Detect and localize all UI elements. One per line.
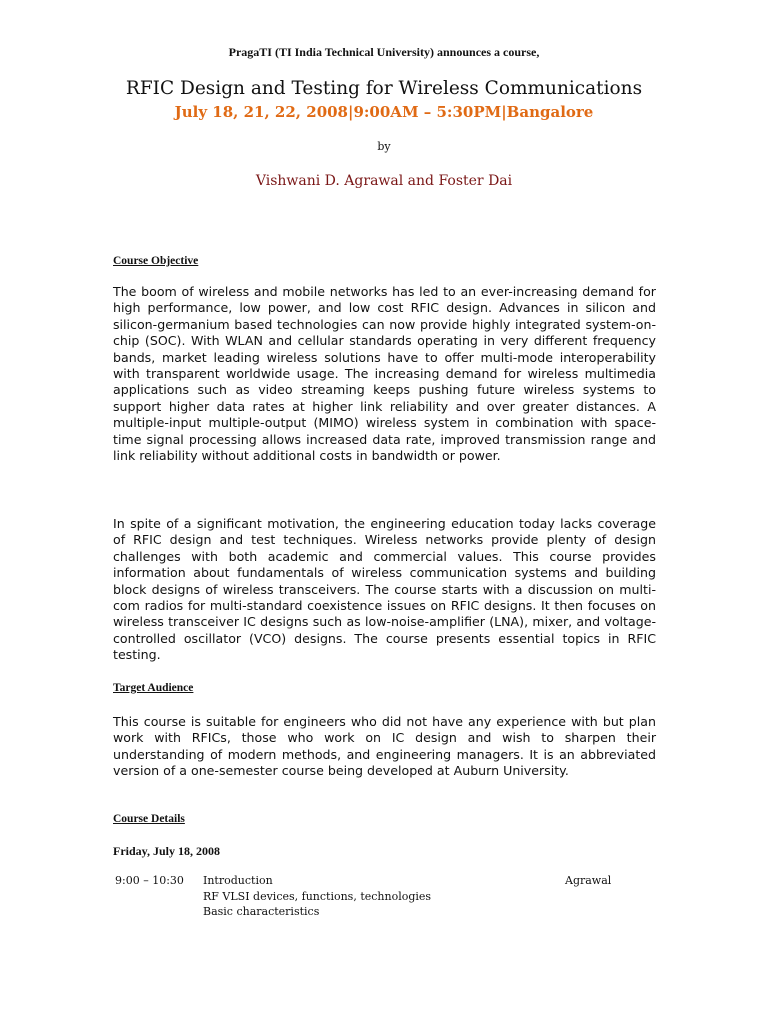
audience-paragraph: This course is suitable for engineers who did not have any experience with but plan work with RFICs, those who work on IC design and wish to sharpen their understanding of modern methods, and engineering managers. It is an abbreviated version of a one-semester course being developed at Auburn University. xyxy=(113,714,656,779)
session-topics xyxy=(203,873,431,920)
authors: Vishwani D. Agrawal and Foster Dai xyxy=(255,173,513,189)
target-audience-heading: Target Audience xyxy=(113,682,194,694)
objective-paragraph-1: The boom of wireless and mobile networks has led to an ever-increasing demand for high performance, low power, and low cost RFIC design. Advances in silicon and silicon-germanium based technologies can now provide highly integrated system-on-chip (SOC). With WLAN and cellular standards operating in very different frequency bands, market leading wireless solutions have to offer multi-mode interoperability with transparent worldwide usage. The increasing demand for wireless multimedia applications such as video streaming keeps pushing future wireless systems to support higher data rates at higher link reliability and over greater distances. A multiple-input multiple-output (MIMO) wireless system in combination with space-time signal processing allows increased data rate, improved transmission range and link reliability without additional costs in bandwidth or power. xyxy=(113,284,656,464)
course-dates-location: July 18, 21, 22, 2008|9:00AM – 5:30PM|Bangalore xyxy=(174,103,594,121)
course-title: RFIC Design and Testing for Wireless Communications xyxy=(125,78,643,99)
by-line: by xyxy=(377,140,391,153)
course-objective-heading: Course Objective xyxy=(113,255,199,267)
announcement: PragaTI (TI India Technical University) announces a course, xyxy=(228,45,540,59)
course-details-heading: Course Details xyxy=(113,813,185,825)
session-topic: Introduction xyxy=(203,874,273,887)
session-time: 9:00 – 10:30 xyxy=(115,874,184,887)
session-topic: RF VLSI devices, functions, technologies xyxy=(203,889,432,903)
objective-paragraph-2: In spite of a significant motivation, the engineering education today lacks coverage of RFIC design and test techniques. Wireless networks provide plenty of design challenges with both academic and commercial values. This course provides information about fundamentals of wireless communication systems and building block designs of wireless transceivers. The course starts with a discussion on multi-com radios for multi-standard coexistence issues on RFIC designs. It then focuses on wireless transceiver IC designs such as low-noise-amplifier (LNA), mixer, and voltage-controlled oscillator (VCO) designs. The course presents essential topics in RFIC testing. xyxy=(113,516,656,663)
session-instructor: Agrawal xyxy=(565,874,612,887)
schedule-day-heading: Friday, July 18, 2008 xyxy=(113,844,221,858)
session-topic: Basic characteristics xyxy=(203,905,320,918)
